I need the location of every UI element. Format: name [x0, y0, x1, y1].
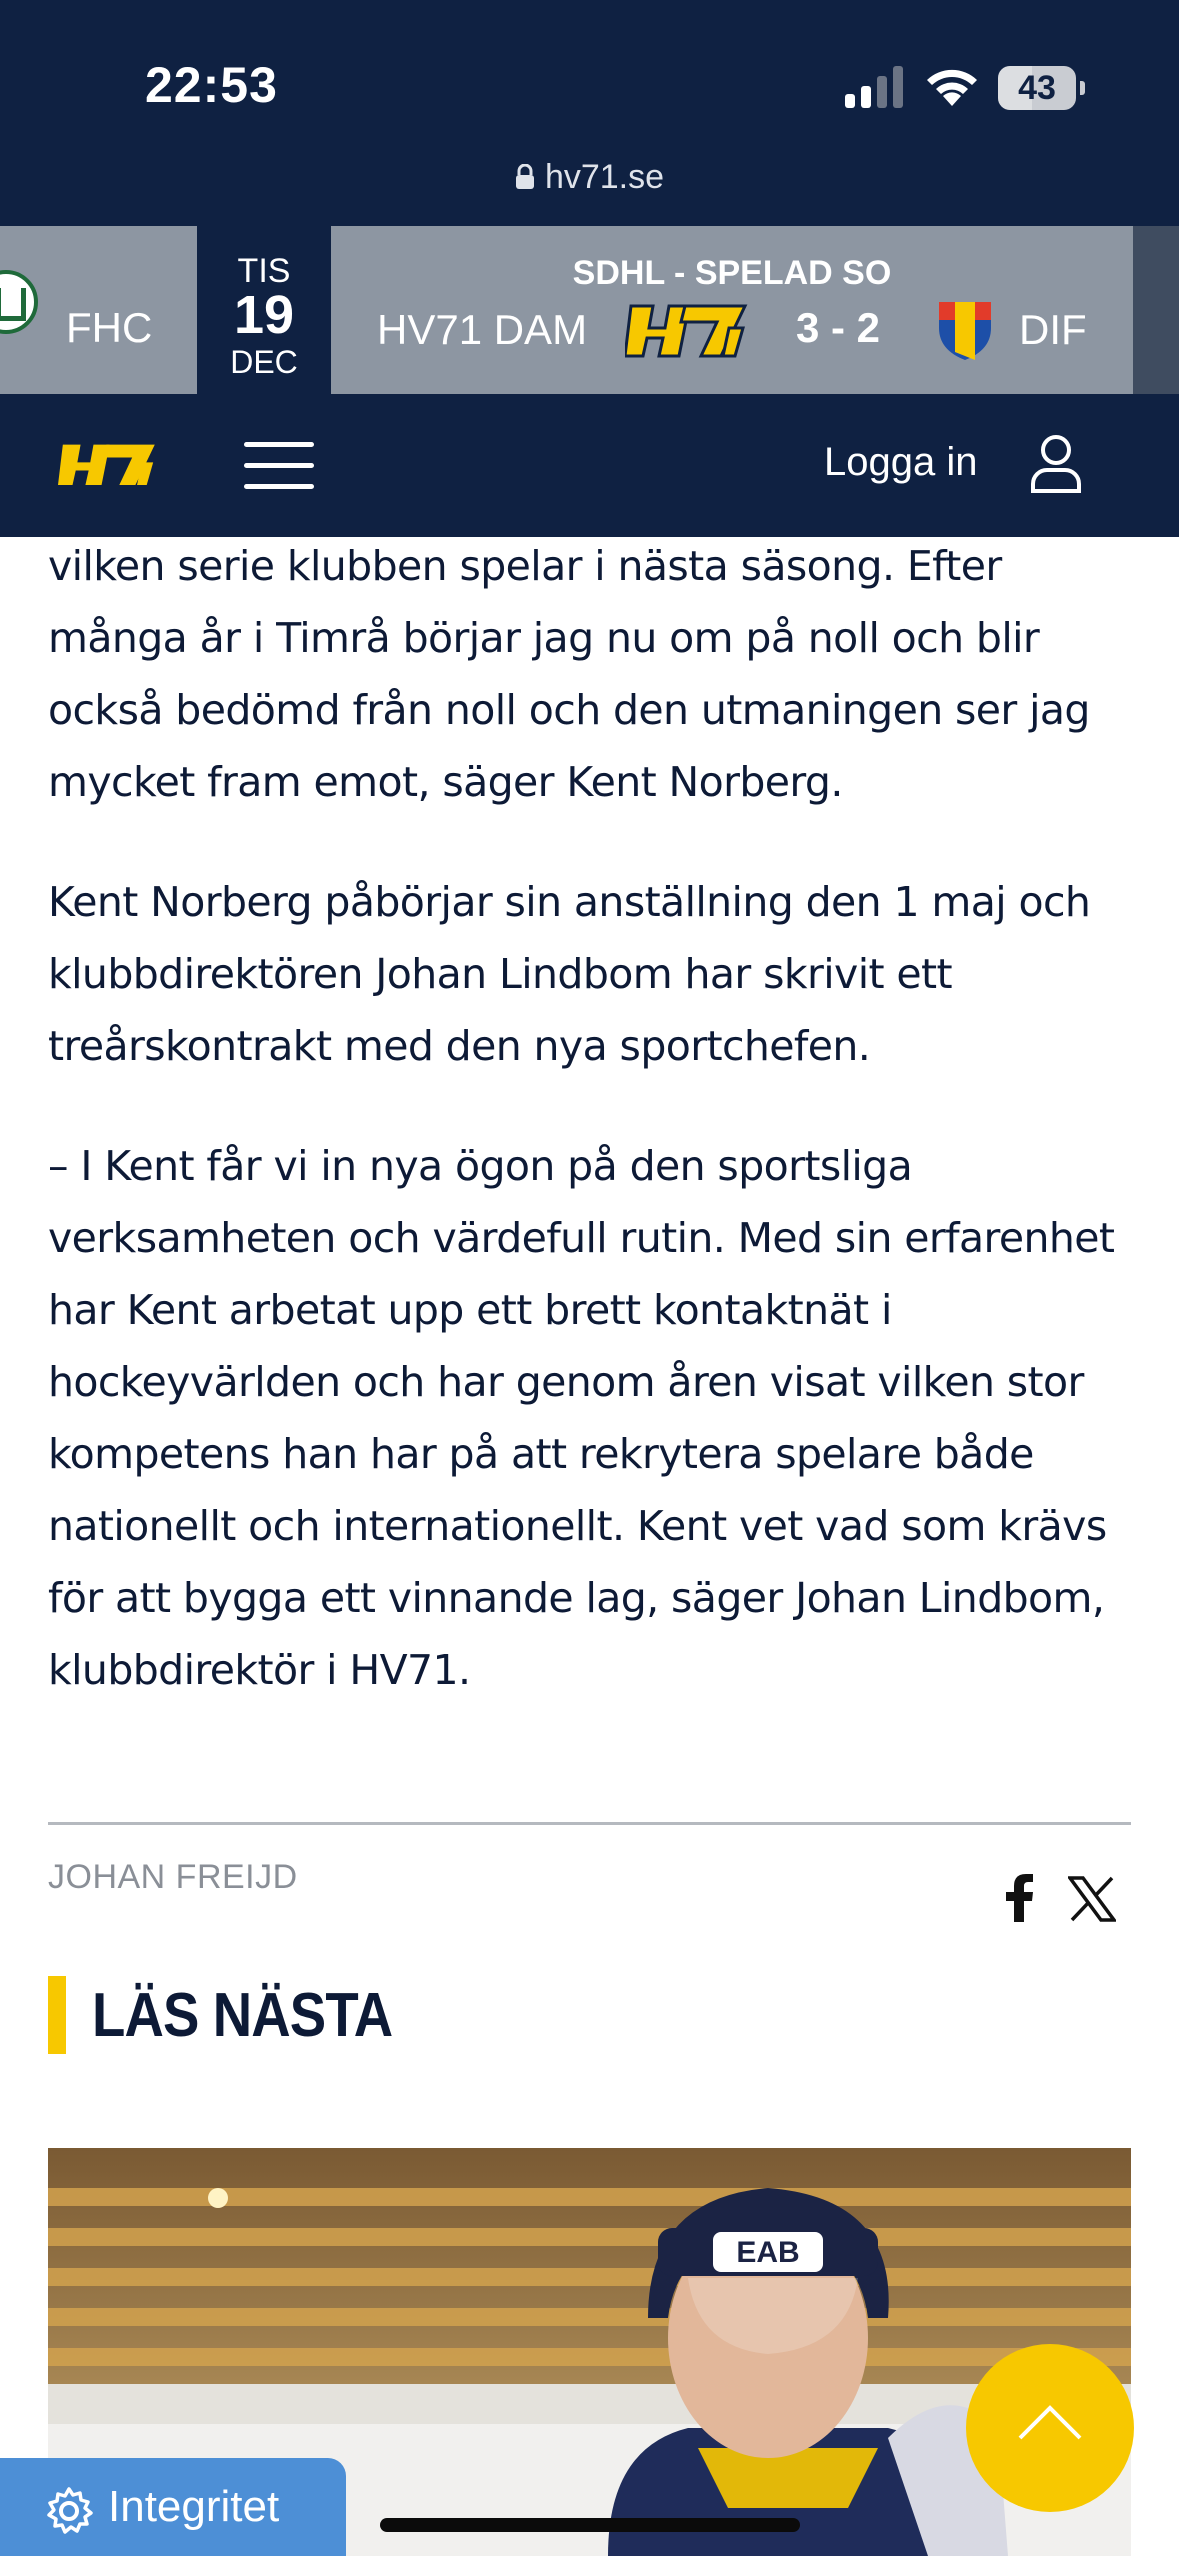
home-indicator[interactable] — [380, 2518, 800, 2532]
article-paragraph: – I Kent får vi in nya ögon på den sportsliga verksamheten och värdefull rutin. Med sin erfarenhet har Kent arbetat upp ett brett kontaktnät i hockeyvärlden och har genom åren visat vilken stor kompetens han har på att rekrytera spelare både nationellt och internationellt. Kent vet vad som krävs för att bygga ett vinnande lag, säger Johan Lindbom, klubbdirektör i HV71. — [48, 1142, 1115, 1694]
ticker-day: 19 — [233, 285, 295, 345]
ticker-home-team: HV71 DAM — [377, 306, 588, 353]
ticker-date — [197, 226, 331, 394]
site-header — [0, 394, 1179, 537]
url-text: hv71.se — [544, 158, 665, 196]
ticker-weekday: TIS — [237, 252, 291, 290]
article-author: JOHAN FREIJD — [48, 1858, 298, 1896]
gear-icon — [44, 2486, 94, 2536]
ticker-prev-team: FHC — [66, 304, 153, 351]
article-divider — [48, 1822, 1131, 1825]
ticker-next-game[interactable] — [1133, 226, 1179, 394]
wifi-icon — [923, 62, 981, 108]
read-next-heading: LÄS NÄSTA — [92, 1981, 393, 2050]
hv71-brand-logo[interactable] — [58, 434, 158, 494]
user-icon[interactable] — [1030, 434, 1082, 494]
article-paragraph: Kent Norberg påbörjar sin anställning den 1 maj och klubbdirektören Johan Lindbom har skrivit ett treårskontrakt med den nya sportchefen. — [48, 878, 1091, 1070]
ticker-game-card[interactable] — [331, 226, 1133, 394]
helmet-sponsor-text: EAB — [736, 2236, 800, 2269]
lock-icon — [515, 164, 535, 190]
fhc-logo-icon — [0, 270, 38, 334]
ticker-prev-game[interactable] — [0, 226, 197, 394]
status-time: 22:53 — [145, 57, 278, 113]
ticker-league-status: SDHL - SPELAD SO — [572, 254, 892, 292]
read-next-accent — [48, 1976, 66, 2054]
article-body — [48, 530, 1138, 1754]
hamburger-menu-icon[interactable] — [244, 442, 314, 490]
dif-logo-icon — [935, 298, 995, 362]
score-ticker[interactable] — [0, 226, 1179, 394]
facebook-icon[interactable] — [998, 1874, 1038, 1922]
privacy-settings-button[interactable] — [0, 2458, 346, 2556]
privacy-label: Integritet — [108, 2482, 280, 2531]
cellular-signal-icon — [845, 66, 905, 108]
battery-indicator — [998, 66, 1076, 110]
x-icon[interactable] — [1068, 1876, 1116, 1922]
scroll-to-top-button[interactable] — [966, 2344, 1134, 2512]
ticker-month: DEC — [230, 344, 298, 380]
ticker-score: 3 - 2 — [796, 304, 881, 351]
login-link[interactable]: Logga in — [824, 440, 978, 484]
hv71-logo-icon — [625, 298, 749, 362]
ticker-away-team: DIF — [1019, 306, 1087, 353]
chevron-up-icon — [1016, 2402, 1084, 2442]
browser-top-bar — [0, 0, 1179, 226]
article-paragraph: vilken serie klubben spelar i nästa säsong. Efter många år i Timrå börjar jag nu om på noll och blir också bedömd från noll och den utmaningen ser jag mycket fram emot, säger Kent Norberg. — [48, 542, 1090, 806]
battery-percent: 43 — [1018, 69, 1056, 107]
address-bar[interactable] — [0, 158, 1179, 197]
